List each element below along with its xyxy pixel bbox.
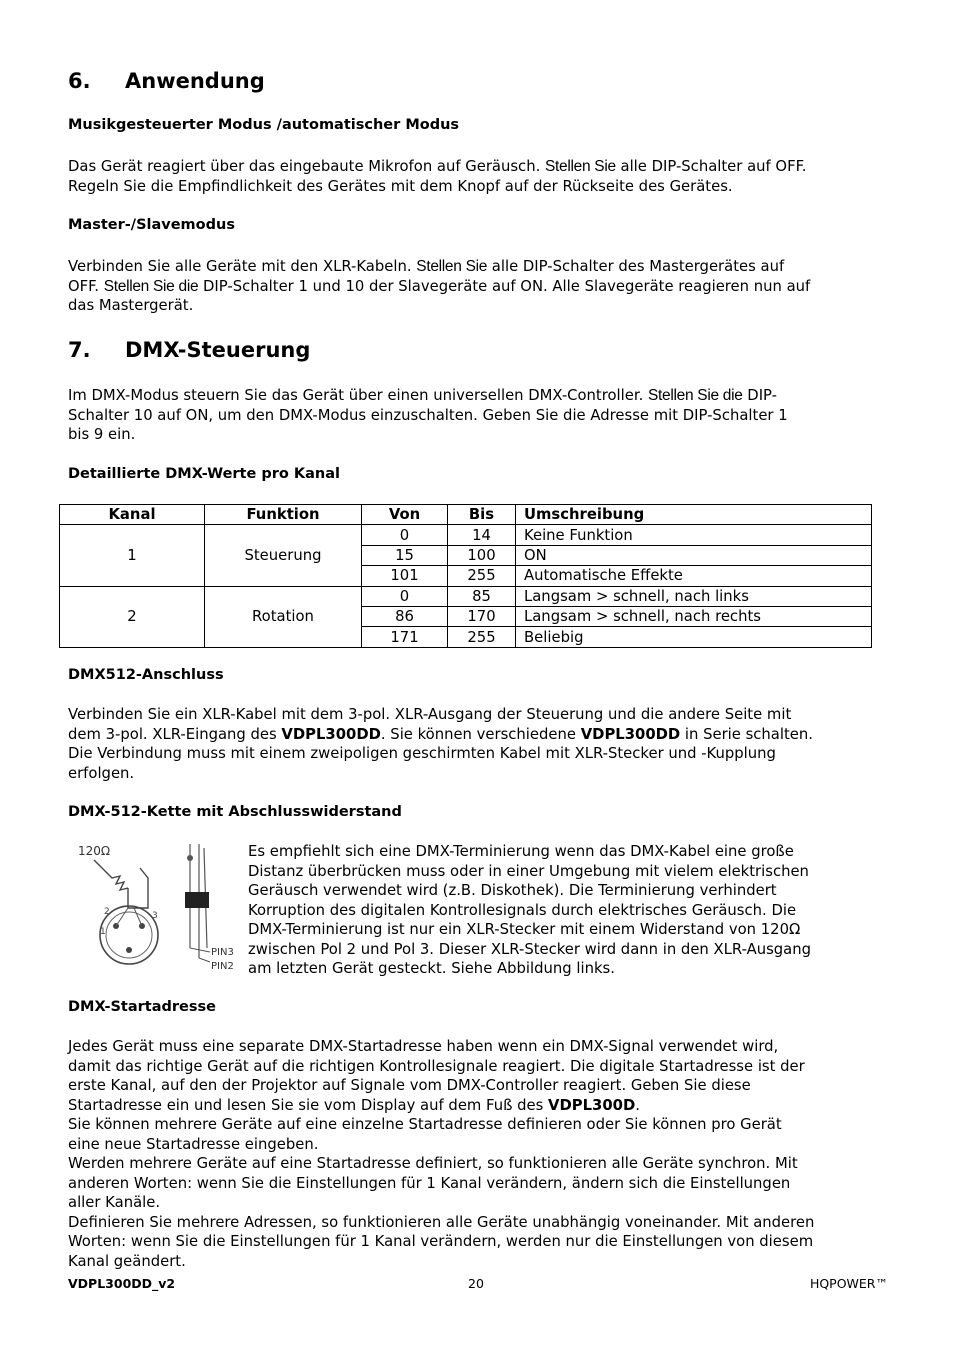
table-row [60,586,872,606]
desc-cell: Langsam > schnell, nach links [516,586,872,606]
termination-heading: DMX-512-Kette mit Abschlusswiderstand [68,804,402,820]
desc-cell: Beliebig [516,627,872,647]
kanal-cell: 1 [60,525,205,586]
pin3-label: PIN3 [211,947,234,958]
dmx512-heading: DMX512-Anschluss [68,667,224,683]
bis-cell: 255 [448,627,516,647]
music-mode-heading: Musikgesteuerter Modus /automatischer Modus [68,117,460,133]
desc-cell: Automatische Effekte [516,566,872,586]
column-header: Kanal [60,505,205,525]
xlr-termination-figure [72,838,242,973]
column-header: Umschreibung [516,505,872,525]
funktion-cell: Steuerung [205,525,362,586]
von-cell: 0 [362,525,448,545]
von-cell: 171 [362,627,448,647]
von-cell: 101 [362,566,448,586]
master-slave-heading: Master-/Slavemodus [68,217,235,233]
pin-2-label: 2 [104,907,110,917]
von-cell: 86 [362,606,448,626]
kanal-cell: 2 [60,586,205,647]
master-slave-paragraph: Verbinden Sie alle Geräte mit den XLR-Kabeln. Stellen Sie alle DIP-Schalter des Mastergerätes auf OFF. Stellen Sie die DIP-Schalter 1 und 10 der Slavegeräte auf ON. Alle Slavegeräte reagieren nun auf das Mastergerät. [68,258,811,314]
section-heading-anwendung: 6. Anwendung [68,69,265,93]
pin2-label: PIN2 [211,961,234,972]
dmx512-paragraph: Verbinden Sie ein XLR-Kabel mit dem 3-pol. XLR-Ausgang der Steuerung und die andere Seite mit dem 3-pol. XLR-Eingang des VDPL300DD. Sie können verschiedene VDPL300DD in Serie schalten. Die Verbindung muss mit einem zweipoligen geschirmten Kabel mit XLR-Stecker und -Kupplung erfolgen. [68,706,813,782]
bis-cell: 170 [448,606,516,626]
von-cell: 0 [362,586,448,606]
music-mode-paragraph: Das Gerät reagiert über das eingebaute Mikrofon auf Geräusch. Stellen Sie alle DIP-Schalter auf OFF. Regeln Sie die Empfindlichkeit des Gerätes mit dem Knopf auf der Rückseite des Gerätes. [68,158,807,195]
desc-cell: Langsam > schnell, nach rechts [516,606,872,626]
column-header: Von [362,505,448,525]
table-row [60,525,872,545]
footer-model: VDPL300DD_v2 [68,1276,176,1291]
ohm-label: 120Ω [78,844,111,858]
desc-cell: ON [516,545,872,565]
bis-cell: 100 [448,545,516,565]
termination-paragraph: Es empfiehlt sich eine DMX-Terminierung wenn das DMX-Kabel eine große Distanz überbrücken muss oder in einer Umgebung mit vielem elektrischen Geräusch verwendet wird (z.B. Diskothek). Die Terminierung verhindert Korruption des digitalen Kontrollesignals durch elektrisches Geräusch. Die DMX-Terminierung ist nur ein XLR-Stecker mit einem Widerstand von 120Ω zwischen Pol 2 und Pol 3. Dieser XLR-Stecker wird dann in den XLR-Ausgang am letzten Gerät gesteckt. Siehe Abbildung links. [248,843,812,977]
table-header-row [60,505,872,525]
funktion-cell: Rotation [205,586,362,647]
start-address-paragraph: Jedes Gerät muss eine separate DMX-Startadresse haben wenn ein DMX-Signal verwendet wird, damit das richtige Gerät auf die richtigen Kontrollesignale reagiert. Die digitale Startadresse ist der erste Kanal, auf den der Projektor auf Signale vom DMX-Controller reagiert. Geben Sie diese Startadresse ein und lesen Sie sie vom Display auf dem Fuß des VDPL300D. Sie können mehrere Geräte auf eine einzelne Startadresse definieren oder Sie können pro Gerät eine neue Startadresse eingeben. Werden mehrere Geräte auf eine Startadresse definiert, so funktionieren alle Geräte synchron. Mit anderen Worten: wenn Sie die Einstellungen für 1 Kanal verändern, ändern sich die Einstellungen aller Kanäle. Definieren Sie mehrere Adressen, so funktionieren alle Geräte unabhängig voneinander. Mit anderen Worten: wenn Sie die Einstellungen für 1 Kanal verändern, werden nur die Einstellungen von diesem Kanal geändert. [68,1038,815,1270]
resistor-icon [185,892,209,908]
bis-cell: 255 [448,566,516,586]
desc-cell: Keine Funktion [516,525,872,545]
footer-brand: HQPOWER™ [809,1276,888,1291]
dmx-values-table [59,504,872,648]
bis-cell: 14 [448,525,516,545]
column-header: Funktion [205,505,362,525]
column-header: Bis [448,505,516,525]
pin-3-label: 3 [152,911,158,921]
footer-page-number: 20 [468,1276,484,1291]
start-address-heading: DMX-Startadresse [68,999,216,1015]
von-cell: 15 [362,545,448,565]
dmx-values-heading: Detaillierte DMX-Werte pro Kanal [68,466,341,482]
bis-cell: 85 [448,586,516,606]
dmx-intro-paragraph: Im DMX-Modus steuern Sie das Gerät über einen universellen DMX-Controller. Stellen Sie die DIP- Schalter 10 auf ON, um den DMX-Modus einzuschalten. Geben Sie die Adresse mit DIP-Schalter 1 bis 9 ein. [68,387,788,443]
pin-1-label: 1 [100,927,106,937]
section-heading-dmx-steuerung: 7. DMX-Steuerung [68,338,311,362]
